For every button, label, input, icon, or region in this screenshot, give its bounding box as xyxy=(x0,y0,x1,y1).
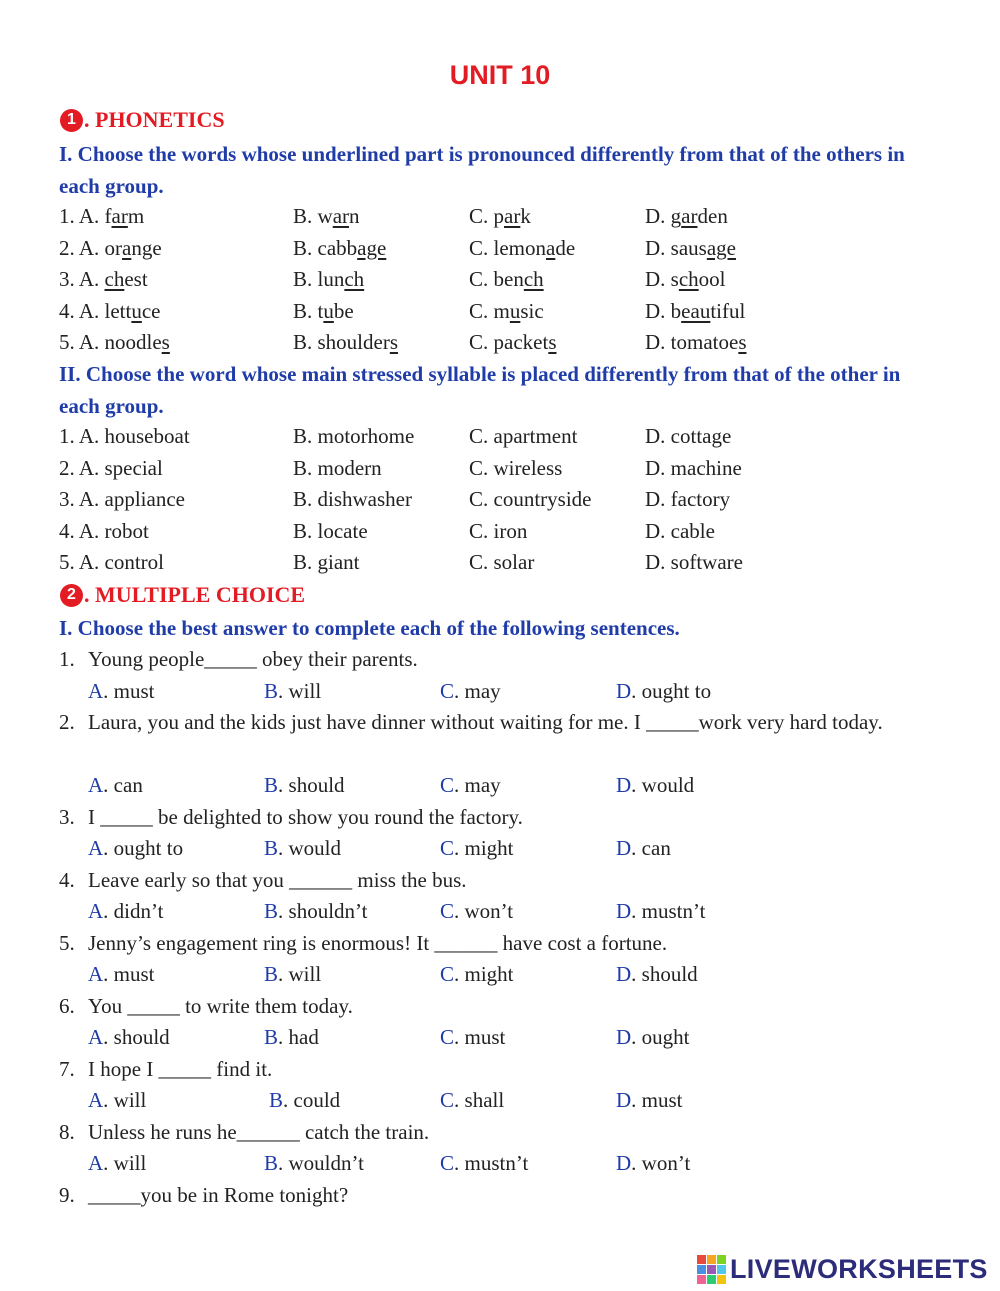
answer-option-a[interactable]: A. must xyxy=(88,962,155,986)
option-text: might xyxy=(464,962,514,986)
answer-option-b[interactable]: B. will xyxy=(264,678,322,703)
option-letter: B xyxy=(264,836,279,860)
underlined-part: ch xyxy=(104,267,125,291)
option-text: shouldn’t xyxy=(288,899,368,923)
option-letter: D xyxy=(616,962,632,986)
word-option xyxy=(469,201,531,232)
word-option xyxy=(469,264,544,295)
option-text: will xyxy=(288,962,322,986)
question-text: Unless he runs he______ catch the train. xyxy=(88,1119,430,1144)
option-text: might xyxy=(464,836,514,860)
word-option: B. locate xyxy=(293,518,368,543)
liveworksheets-logo xyxy=(697,1254,988,1285)
word-option: C. countryside xyxy=(469,487,592,511)
question-number: 4. xyxy=(59,867,75,892)
instruction-pronunciation: I. Choose the words whose underlined part is pronounced differently from that of the others in each group. xyxy=(59,142,905,198)
word-suffix: de xyxy=(555,235,576,260)
word-option xyxy=(293,264,364,295)
word-option: C. apartment xyxy=(469,424,578,448)
word-suffix: est xyxy=(124,267,148,291)
instruction-multiple-choice: I. Choose the best answer to complete each of the following sentences. xyxy=(59,616,680,640)
word-prefix: 1. A. f xyxy=(59,204,112,228)
underlined-part: age xyxy=(357,235,387,260)
word-option xyxy=(469,233,575,264)
answer-option-a[interactable]: A. can xyxy=(88,773,143,797)
question-number: 1. xyxy=(59,647,75,671)
option-letter: A xyxy=(88,1025,104,1049)
option-letter: B xyxy=(269,1088,284,1112)
question-text: I hope I _____ find it. xyxy=(88,1056,273,1081)
word-option: C. iron xyxy=(469,518,528,543)
answer-option-c[interactable]: C. might xyxy=(440,962,514,986)
underlined-part: ar xyxy=(681,204,698,228)
option-letter: A xyxy=(88,1151,104,1175)
logo-tile xyxy=(697,1275,706,1284)
word-option: D. cable xyxy=(645,518,715,543)
option-letter: C xyxy=(440,678,455,703)
section-label: . PHONETICS xyxy=(84,107,225,132)
word-option: 4. A. robot xyxy=(59,518,149,543)
question-9 xyxy=(59,1180,919,1212)
option-letter: D xyxy=(616,773,632,797)
question-number: 6. xyxy=(59,993,75,1018)
word-prefix: D. g xyxy=(645,204,682,228)
answer-options xyxy=(88,896,888,927)
section-phonetics-heading xyxy=(60,107,225,133)
word-option: B. motorhome xyxy=(293,424,415,448)
option-letter: A xyxy=(88,962,104,986)
word-option: C. wireless xyxy=(469,455,563,480)
word-option xyxy=(59,233,162,264)
option-text: wouldn’t xyxy=(288,1151,364,1175)
word-prefix: C. m xyxy=(469,298,510,323)
answer-option-a[interactable]: A. must xyxy=(88,678,155,703)
underlined-part: s xyxy=(738,330,747,354)
option-letter: D xyxy=(616,1088,632,1112)
question-number: 2. xyxy=(59,710,75,734)
word-option xyxy=(293,201,360,232)
word-prefix: D. b xyxy=(645,298,682,323)
word-option xyxy=(59,296,161,327)
option-letter: C xyxy=(440,773,455,797)
answer-option-a[interactable]: A. ought to xyxy=(88,836,184,860)
word-prefix: D. saus xyxy=(645,235,707,260)
underlined-part: eau xyxy=(681,298,711,323)
underlined-part: u xyxy=(131,298,142,323)
option-letter: C xyxy=(440,1151,455,1175)
underlined-part: s xyxy=(548,330,557,354)
question-8 xyxy=(59,1117,919,1149)
word-option: B. modern xyxy=(293,455,382,480)
answer-option-c[interactable]: C. mustn’t xyxy=(440,1151,529,1175)
answer-option-d[interactable]: D. ought to xyxy=(616,678,712,703)
option-letter: D xyxy=(616,1025,632,1049)
word-option: D. cottage xyxy=(645,424,732,448)
word-option xyxy=(293,233,386,264)
answer-option-c[interactable]: C. might xyxy=(440,836,514,860)
answer-option-a[interactable]: A. will xyxy=(88,1151,147,1175)
answer-option-b[interactable]: B. would xyxy=(264,836,342,860)
question-text: Laura, you and the kids just have dinner without waiting for me. I _____work very hard today. xyxy=(88,710,883,734)
option-text: ought xyxy=(641,1025,690,1049)
section-multiple-choice-heading xyxy=(60,582,305,608)
option-text: will xyxy=(113,1088,147,1112)
question-7 xyxy=(59,1054,919,1086)
logo-tile xyxy=(697,1265,706,1274)
option-text: would xyxy=(288,836,342,860)
option-text: ought to xyxy=(641,678,712,703)
underlined-part: ar xyxy=(332,204,350,228)
option-text: will xyxy=(288,678,322,703)
question-6 xyxy=(59,991,919,1023)
answer-option-d[interactable]: D. can xyxy=(616,836,671,860)
option-letter: B xyxy=(264,773,279,797)
logo-tile xyxy=(717,1255,726,1264)
word-suffix: ce xyxy=(141,298,161,323)
answer-options xyxy=(88,1148,888,1179)
logo-tile xyxy=(707,1255,716,1264)
underlined-part: ar xyxy=(111,204,128,228)
option-text: can xyxy=(113,773,143,797)
word-option xyxy=(59,264,148,295)
option-letter: B xyxy=(264,899,279,923)
answer-option-c[interactable]: C. may xyxy=(440,773,501,797)
option-text: must xyxy=(641,1088,683,1112)
answer-option-b[interactable]: B. wouldn’t xyxy=(264,1151,364,1175)
option-text: must xyxy=(113,962,155,986)
word-prefix: B. w xyxy=(293,204,333,228)
question-number: 9. xyxy=(59,1182,75,1207)
word-option: 5. A. control xyxy=(59,550,164,574)
word-suffix: sic xyxy=(520,298,544,323)
question-1 xyxy=(59,644,919,676)
option-text: could xyxy=(293,1088,341,1112)
answer-option-b[interactable]: B. shouldn’t xyxy=(264,899,368,923)
option-letter: A xyxy=(88,1088,104,1112)
word-option: 2. A. special xyxy=(59,455,163,480)
option-letter: A xyxy=(88,899,104,923)
answer-option-d[interactable]: D. should xyxy=(616,962,698,986)
answer-option-d[interactable]: D. must xyxy=(616,1088,683,1112)
answer-option-c[interactable]: C. won’t xyxy=(440,899,514,923)
answer-options xyxy=(88,770,888,801)
answer-options xyxy=(88,1022,888,1053)
option-text: should xyxy=(641,962,698,986)
word-option: 3. A. appliance xyxy=(59,487,185,511)
option-letter: C xyxy=(440,836,455,860)
option-text: ought to xyxy=(113,836,184,860)
underlined-part: age xyxy=(706,235,736,260)
word-option: D. factory xyxy=(645,487,731,511)
option-text: won’t xyxy=(641,1151,691,1175)
underlined-part: s xyxy=(389,330,399,354)
question-text: You _____ to write them today. xyxy=(88,993,353,1018)
page-title: UNIT 10 xyxy=(449,60,551,90)
word-prefix: C. packet xyxy=(469,330,549,354)
answer-option-a[interactable]: A. didn’t xyxy=(88,899,164,923)
option-text: didn’t xyxy=(113,899,164,923)
word-prefix: 3. A. xyxy=(59,267,105,291)
underlined-part: ar xyxy=(504,204,521,228)
word-option xyxy=(469,296,544,327)
underlined-part: ch xyxy=(523,267,544,291)
word-prefix: D. tomatoe xyxy=(645,330,739,354)
question-text: Jenny’s engagement ring is enormous! It ______ have cost a fortune. xyxy=(88,930,668,955)
word-option: B. dishwasher xyxy=(293,487,412,511)
question-number: 8. xyxy=(59,1119,75,1144)
instruction-stress: II. Choose the word whose main stressed syllable is placed differently from that of the other in each group. xyxy=(59,362,901,418)
option-letter: C xyxy=(440,1025,455,1049)
option-letter: C xyxy=(440,899,455,923)
answer-options xyxy=(88,1085,888,1116)
word-option: B. giant xyxy=(293,550,360,574)
option-letter: D xyxy=(616,836,632,860)
underlined-part: u xyxy=(323,298,334,323)
question-2 xyxy=(59,707,919,739)
logo-tile xyxy=(697,1255,706,1264)
option-text: won’t xyxy=(464,899,514,923)
word-suffix: nge xyxy=(131,235,162,260)
underlined-part: ch xyxy=(678,267,699,291)
word-prefix: B. cabb xyxy=(293,235,358,260)
word-suffix: ool xyxy=(698,267,726,291)
option-letter: A xyxy=(88,773,104,797)
word-prefix: B. shoulder xyxy=(293,330,390,354)
option-text: should xyxy=(113,1025,170,1049)
section-label: . MULTIPLE CHOICE xyxy=(84,582,306,607)
answer-option-b[interactable]: B. will xyxy=(264,962,322,986)
word-suffix: n xyxy=(349,204,360,228)
option-text: would xyxy=(641,773,695,797)
word-option: D. software xyxy=(645,550,743,574)
word-option xyxy=(59,201,144,232)
option-text: mustn’t xyxy=(464,1151,529,1175)
word-prefix: C. ben xyxy=(469,267,524,291)
question-4 xyxy=(59,865,919,897)
word-prefix: 4. A. lett xyxy=(59,298,132,323)
answer-options xyxy=(88,959,888,990)
word-option: 1. A. houseboat xyxy=(59,424,190,448)
word-option: C. solar xyxy=(469,550,535,574)
word-suffix: m xyxy=(127,204,145,228)
answer-option-d[interactable]: D. won’t xyxy=(616,1151,691,1175)
word-suffix: tiful xyxy=(710,298,746,323)
logo-icon xyxy=(697,1255,726,1284)
logo-tile xyxy=(717,1275,726,1284)
option-text: may xyxy=(464,773,501,797)
question-number: 7. xyxy=(59,1056,75,1081)
option-letter: A xyxy=(88,678,104,703)
option-text: will xyxy=(113,1151,147,1175)
underlined-part: a xyxy=(122,235,132,260)
answer-option-b[interactable]: B. should xyxy=(264,773,345,797)
word-option xyxy=(645,296,745,327)
answer-option-b[interactable]: B. had xyxy=(264,1025,319,1049)
answer-option-a[interactable]: A. will xyxy=(88,1088,147,1112)
word-option xyxy=(59,327,170,358)
question-text: Young people_____ obey their parents. xyxy=(88,647,418,671)
logo-tile xyxy=(707,1265,716,1274)
answer-option-a[interactable]: A. should xyxy=(88,1025,170,1049)
underlined-part: s xyxy=(161,330,170,354)
underlined-part: ch xyxy=(344,267,365,291)
question-number: 5. xyxy=(59,930,75,955)
option-text: must xyxy=(464,1025,506,1049)
answer-option-c[interactable]: C. must xyxy=(440,1025,506,1049)
question-3 xyxy=(59,802,919,834)
option-text: had xyxy=(288,1025,319,1049)
option-letter: D xyxy=(616,678,632,703)
question-text: Leave early so that you ______ miss the bus. xyxy=(88,867,467,892)
option-letter: C xyxy=(440,962,455,986)
answer-options xyxy=(88,676,888,707)
word-prefix: 5. A. noodle xyxy=(59,330,162,354)
question-text: _____you be in Rome tonight? xyxy=(88,1182,349,1207)
logo-text: LIVEWORKSHEETS xyxy=(730,1254,988,1284)
option-letter: B xyxy=(264,678,279,703)
word-suffix: be xyxy=(333,298,354,323)
answer-option-d[interactable]: D. would xyxy=(616,773,695,797)
option-text: can xyxy=(641,836,671,860)
word-prefix: B. t xyxy=(293,298,324,323)
word-prefix: C. p xyxy=(469,204,505,228)
option-letter: B xyxy=(264,1025,279,1049)
option-letter: D xyxy=(616,899,632,923)
word-option xyxy=(293,296,354,327)
answer-options xyxy=(88,833,888,864)
option-letter: A xyxy=(88,836,104,860)
question-5 xyxy=(59,928,919,960)
option-letter: B xyxy=(264,962,279,986)
word-option xyxy=(645,201,728,232)
option-letter: D xyxy=(616,1151,632,1175)
section-number-badge: 2 xyxy=(60,584,83,607)
logo-tile xyxy=(707,1275,716,1284)
option-text: mustn’t xyxy=(641,899,706,923)
question-number: 3. xyxy=(59,804,75,829)
answer-option-c[interactable]: C. shall xyxy=(440,1088,505,1112)
option-letter: C xyxy=(440,1088,455,1112)
option-text: should xyxy=(288,773,345,797)
word-prefix: D. s xyxy=(645,267,679,291)
word-suffix: k xyxy=(520,204,531,228)
question-text: I _____ be delighted to show you round the factory. xyxy=(88,804,523,829)
underlined-part: u xyxy=(509,298,521,323)
word-option xyxy=(293,327,398,358)
word-suffix: den xyxy=(697,204,728,228)
word-option xyxy=(645,264,726,295)
answer-option-c[interactable]: C. may xyxy=(440,678,501,703)
word-option xyxy=(469,327,557,358)
word-option xyxy=(645,327,747,358)
option-text: may xyxy=(464,678,501,703)
option-letter: B xyxy=(264,1151,279,1175)
answer-option-d[interactable]: D. ought xyxy=(616,1025,690,1049)
word-prefix: C. lemon xyxy=(469,235,546,260)
word-prefix: 2. A. or xyxy=(59,235,122,260)
option-text: shall xyxy=(464,1088,505,1112)
word-option: D. machine xyxy=(645,455,742,480)
word-option xyxy=(645,233,736,264)
option-text: must xyxy=(113,678,155,703)
answer-option-d[interactable]: D. mustn’t xyxy=(616,899,706,923)
section-number-badge: 1 xyxy=(60,109,83,132)
underlined-part: a xyxy=(546,235,556,260)
word-prefix: B. lun xyxy=(293,267,345,291)
answer-option-b[interactable]: B. could xyxy=(269,1088,341,1112)
logo-tile xyxy=(717,1265,726,1274)
